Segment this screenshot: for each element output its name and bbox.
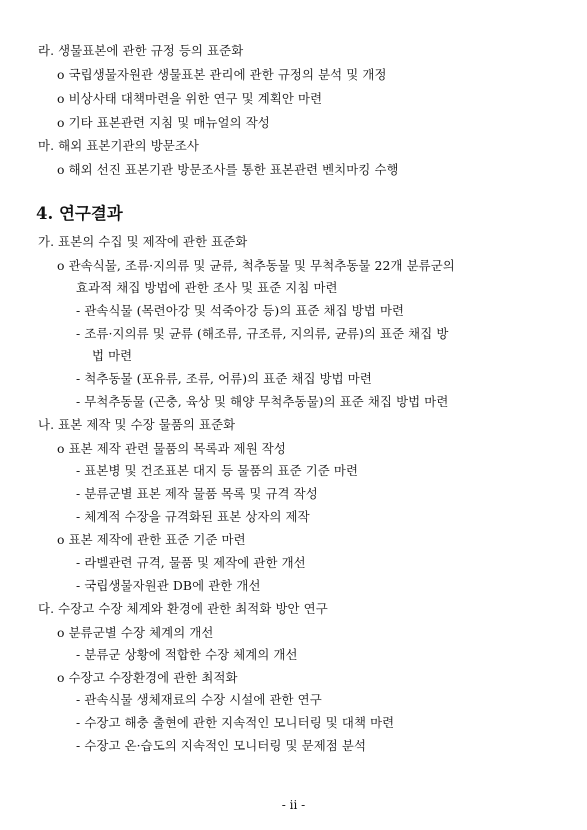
bullet-item: o 표본 제작 관련 물품의 목록과 제원 작성: [57, 441, 286, 456]
subsection-heading-ga: 가. 표본의 수집 및 제작에 관한 표준화: [38, 234, 248, 249]
dash-item: - 무척추동물 (곤충, 육상 및 해양 무척추동물)의 표준 채집 방법 마련: [76, 394, 449, 409]
dash-item: - 조류·지의류 및 균류 (해조류, 규조류, 지의류, 균류)의 표준 채집 방: [76, 326, 449, 341]
bullet-item: o 해외 선진 표본기관 방문조사를 통한 표본관련 벤치마킹 수행: [57, 162, 399, 177]
subsection-heading-ra: 라. 생물표본에 관한 규정 등의 표준화: [38, 43, 244, 58]
dash-item: - 분류군별 표본 제작 물품 목록 및 규격 작성: [76, 486, 318, 501]
bullet-item: o 표본 제작에 관한 표준 기준 마련: [57, 532, 246, 547]
bullet-item: o 기타 표본관련 지침 및 매뉴얼의 작성: [57, 115, 270, 130]
dash-item: - 수장고 온·습도의 지속적인 모니터링 및 문제점 분석: [76, 738, 367, 753]
bullet-item: o 국립생물자원관 생물표본 관리에 관한 규정의 분석 및 개정: [57, 67, 387, 82]
dash-item: - 관속식물 (목련아강 및 석죽아강 등)의 표준 채집 방법 마련: [76, 303, 405, 318]
dash-item: - 관속식물 생체재료의 수장 시설에 관한 연구: [76, 692, 322, 707]
bullet-item: o 수장고 수장환경에 관한 최적화: [57, 670, 238, 685]
dash-item-continuation: 법 마련: [92, 348, 133, 363]
dash-item: - 척추동물 (포유류, 조류, 어류)의 표준 채집 방법 마련: [76, 371, 372, 386]
bullet-item-continuation: 효과적 채집 방법에 관한 조사 및 표준 지침 마련: [76, 280, 338, 295]
section-heading: 4. 연구결과: [36, 204, 123, 223]
bullet-item: o 비상사태 대책마련을 위한 연구 및 계획안 마련: [57, 91, 323, 106]
bullet-item: o 관속식물, 조류·지의류 및 균류, 척추동물 및 무척추동물 22개 분류군의: [57, 258, 455, 273]
bullet-item: o 분류군별 수장 체계의 개선: [57, 625, 214, 640]
dash-item: - 표본병 및 건조표본 대지 등 물품의 표준 기준 마련: [76, 463, 359, 478]
dash-item: - 분류군 상황에 적합한 수장 체계의 개선: [76, 647, 298, 662]
dash-item: - 국립생물자원관 DB에 관한 개선: [76, 578, 261, 593]
dash-item: - 수장고 해충 출현에 관한 지속적인 모니터링 및 대책 마련: [76, 715, 395, 730]
dash-item: - 라벨관련 규격, 물품 및 제작에 관한 개선: [76, 555, 306, 570]
dash-item: - 체계적 수장을 규격화된 표본 상자의 제작: [76, 509, 310, 524]
subsection-heading-da: 다. 수장고 수장 체계와 환경에 관한 최적화 방안 연구: [38, 601, 328, 616]
page-number: - ii -: [281, 798, 306, 812]
subsection-heading-ma: 마. 해외 표본기관의 방문조사: [38, 138, 199, 153]
subsection-heading-na: 나. 표본 제작 및 수장 물품의 표준화: [38, 417, 236, 432]
